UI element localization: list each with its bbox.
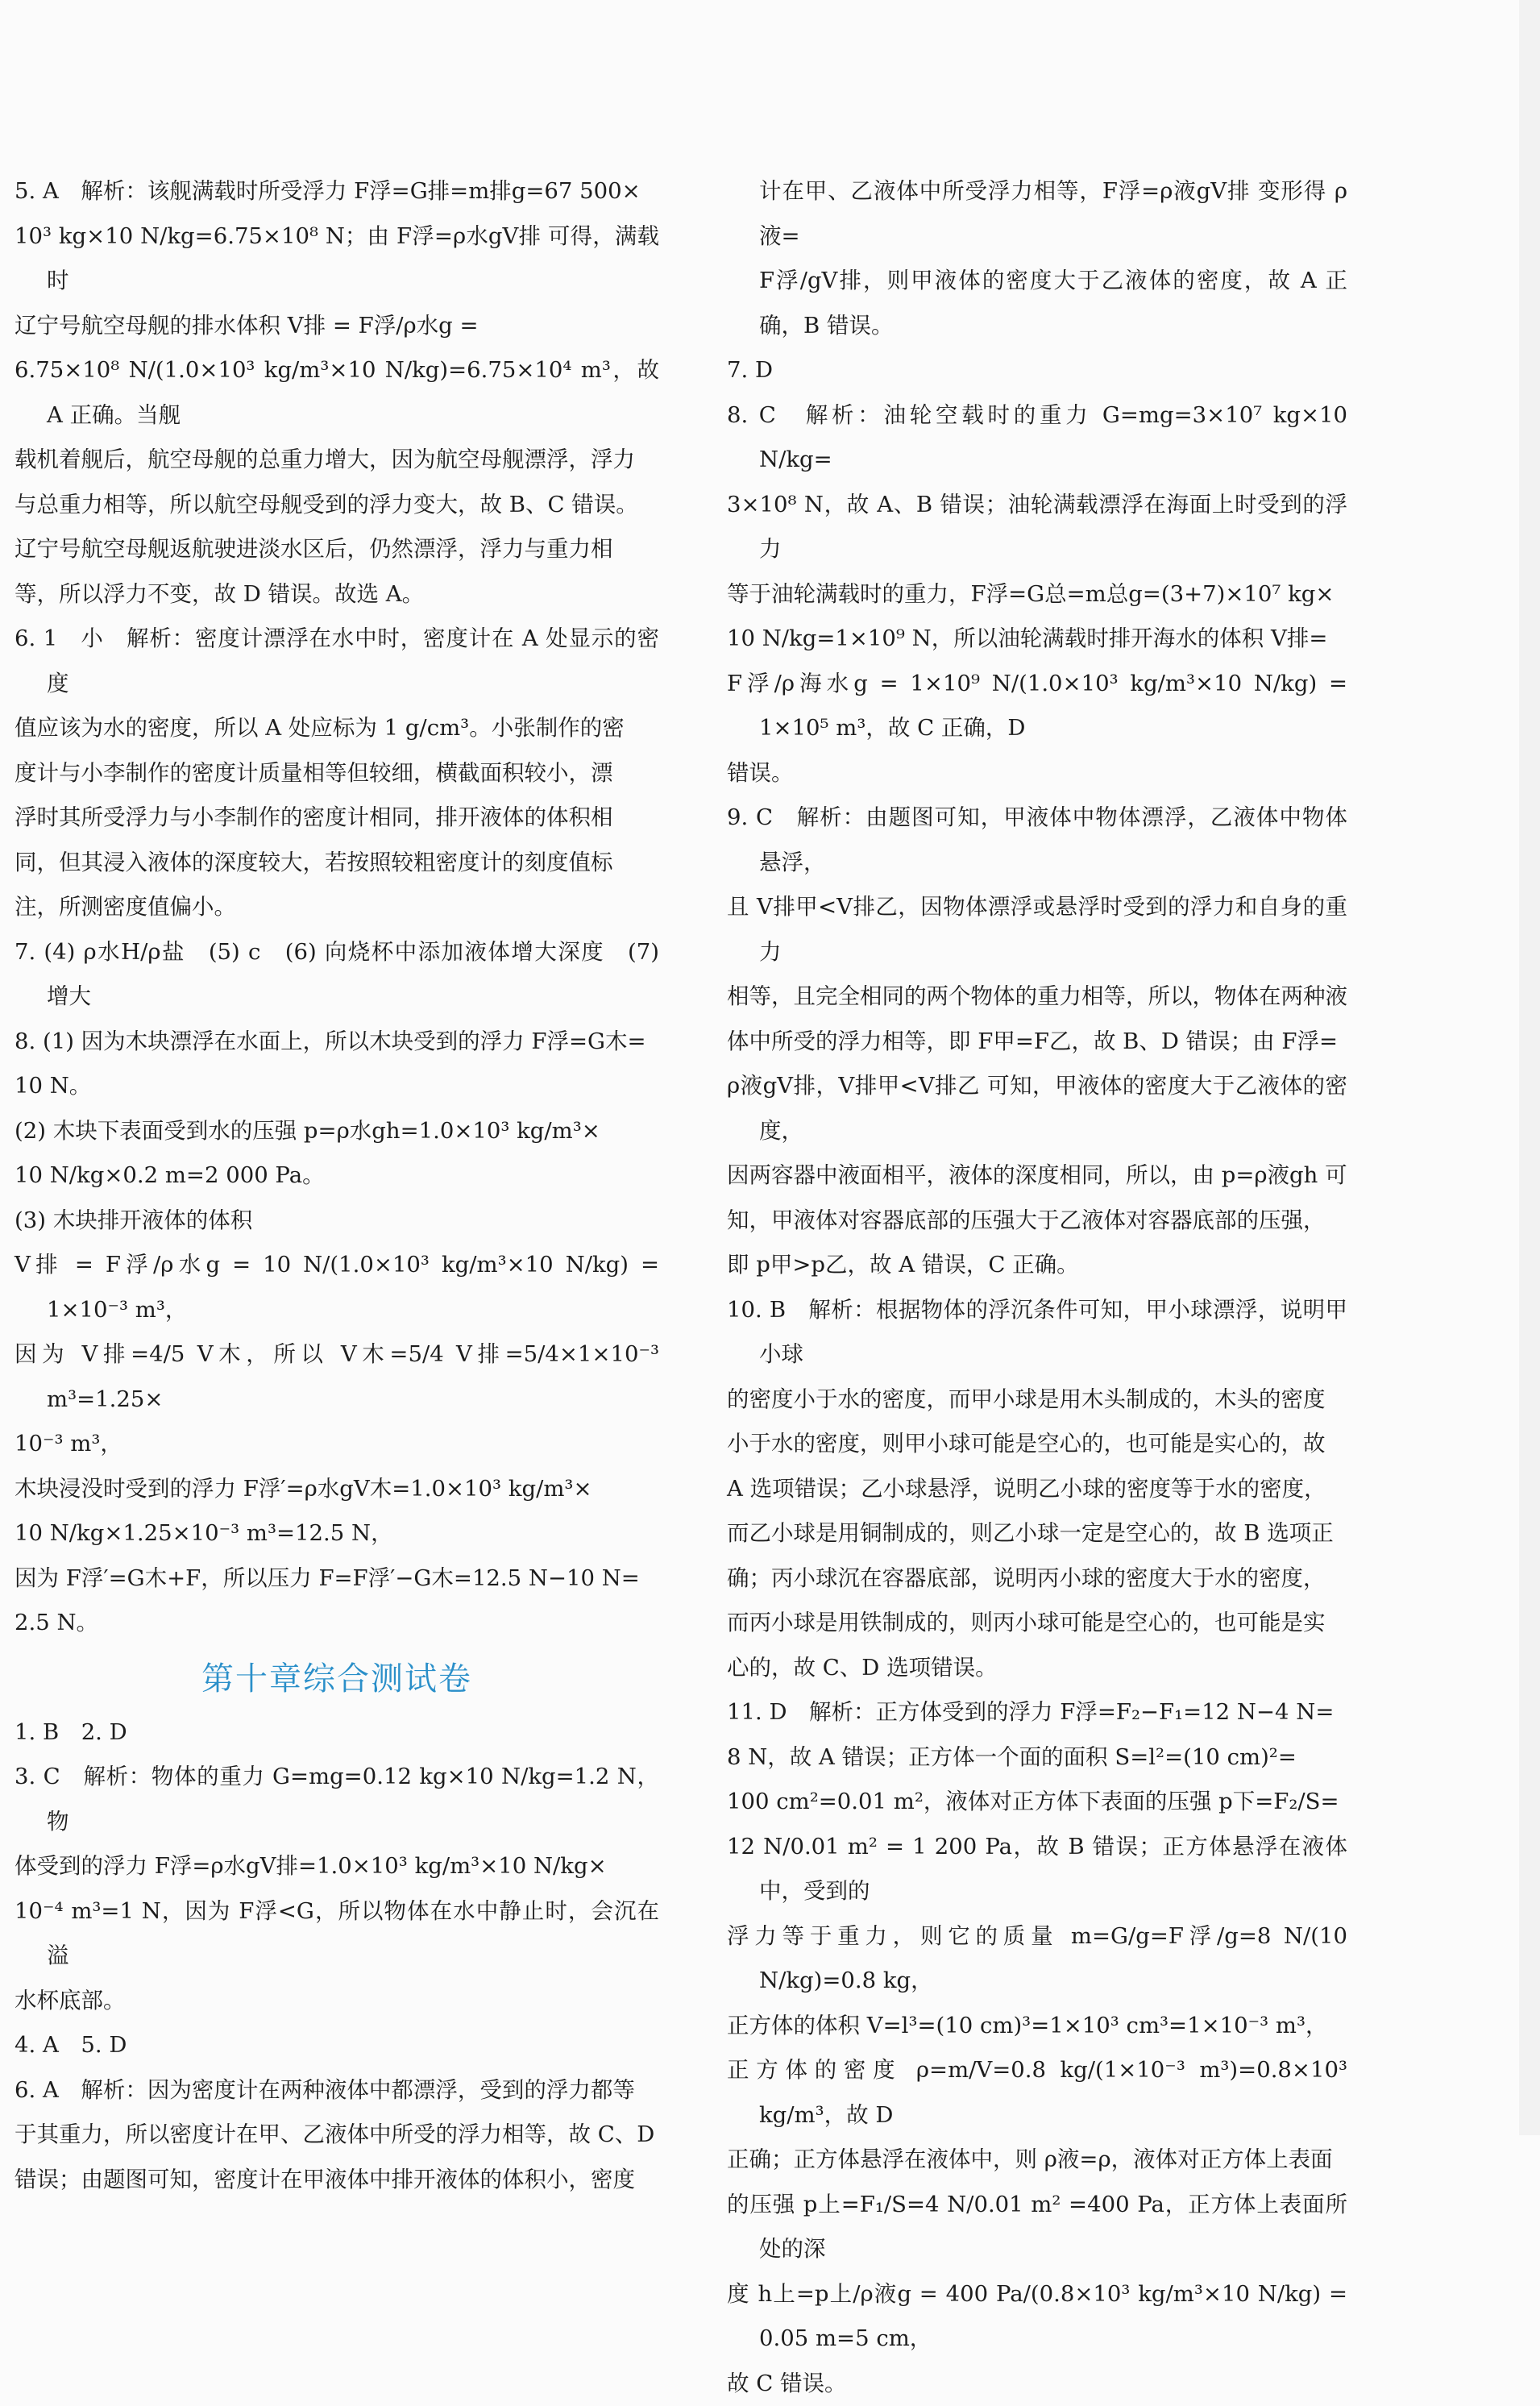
line: 6.75×10⁸ N/(1.0×10³ kg/m³×10 N/kg)=6.75×10⁴ m³，故 A 正确。当舰 <box>47 348 659 438</box>
line: 因两容器中液面相平，液体的深度相同，所以，由 p=ρ液gh 可 <box>759 1153 1347 1199</box>
line: 10 N/kg×1.25×10⁻³ m³=12.5 N， <box>47 1511 659 1556</box>
line: 相等，且完全相同的两个物体的重力相等，所以，物体在两种液 <box>759 974 1347 1020</box>
line: 2.5 N。 <box>47 1601 659 1646</box>
line: 辽宁号航空母舰返航驶进淡水区后，仍然漂浮，浮力与重力相 <box>47 527 659 572</box>
line: 8 N，故 A 错误；正方体一个面的面积 S=l²=(10 cm)²= <box>759 1735 1347 1781</box>
line: 正方体的体积 V=l³=(10 cm)³=1×10³ cm³=1×10⁻³ m³， <box>759 2004 1347 2049</box>
line: 因为 V排=4/5 V木，所以 V木=5/4 V排=5/4×1×10⁻³ m³=1.25× <box>47 1332 659 1422</box>
line: V排 = F浮/ρ水g = 10 N/(1.0×10³ kg/m³×10 N/kg) = 1×10⁻³ m³， <box>47 1243 659 1332</box>
line: 3. C 解析：物体的重力 G=mg=0.12 kg×10 N/kg=1.2 N，物 <box>47 1755 659 1844</box>
line: 心的，故 C、D 选项错误。 <box>759 1646 1347 1691</box>
line: 即 p甲>p乙，故 A 错误，C 正确。 <box>759 1243 1347 1288</box>
line: 9. C 解析：由题图可知，甲液体中物体漂浮，乙液体中物体悬浮， <box>759 796 1347 885</box>
line: 10⁻⁴ m³=1 N，因为 F浮<G，所以物体在水中静止时，会沉在溢 <box>47 1889 659 1979</box>
line: 度 h上=p上/ρ液g = 400 Pa/(0.8×10³ kg/m³×10 N/kg) = 0.05 m=5 cm， <box>759 2272 1347 2362</box>
line: 且 V排甲<V排乙，因物体漂浮或悬浮时受到的浮力和自身的重力 <box>759 885 1347 974</box>
line: 注，所测密度值偏小。 <box>47 885 659 930</box>
line: 10 N。 <box>47 1064 659 1109</box>
line: 计在甲、乙液体中所受浮力相等，F浮=ρ液gV排 变形得 ρ液= <box>759 169 1347 259</box>
line: 12 N/0.01 m² = 1 200 Pa，故 B 错误；正方体悬浮在液体中，受到的 <box>759 1825 1347 1914</box>
line: 小于水的密度，则甲小球可能是空心的，也可能是实心的，故 <box>759 1422 1347 1467</box>
line: 11. D 解析：正方体受到的浮力 F浮=F₂−F₁=12 N−4 N= <box>759 1690 1347 1735</box>
line: 3×10⁸ N，故 A、B 错误；油轮满载漂浮在海面上时受到的浮力 <box>759 483 1347 572</box>
line: 错误。 <box>759 751 1347 796</box>
line: 等于油轮满载时的重力，F浮=G总=m总g=(3+7)×10⁷ kg× <box>759 572 1347 617</box>
answer-3 <box>15 1755 659 2023</box>
answer-6 <box>15 617 659 930</box>
line: 体受到的浮力 F浮=ρ水gV排=1.0×10³ kg/m³×10 N/kg× <box>47 1844 659 1889</box>
answer-6b-continued <box>727 169 1347 348</box>
line: 5. A 解析：该舰满载时所受浮力 F浮=G排=m排g=67 500× <box>47 169 659 214</box>
answer-8 <box>15 1020 659 1646</box>
line: 于其重力，所以密度计在甲、乙液体中所受的浮力相等，故 C、D <box>47 2113 659 2158</box>
line: 浮时其所受浮力与小李制作的密度计相同，排开液体的体积相 <box>47 796 659 841</box>
line: (2) 木块下表面受到水的压强 p=ρ水gh=1.0×10³ kg/m³× <box>47 1109 659 1154</box>
line: 100 cm²=0.01 m²，液体对正方体下表面的压强 p下=F₂/S= <box>759 1780 1347 1825</box>
line: 水杯底部。 <box>47 1979 659 2024</box>
section-title: 第十章综合测试卷 <box>15 1651 659 1707</box>
right-column <box>727 169 1347 2406</box>
line: 同，但其浸入液体的深度较大，若按照较粗密度计的刻度值标 <box>47 841 659 886</box>
line: 6. A 解析：因为密度计在两种液体中都漂浮，受到的浮力都等 <box>47 2068 659 2113</box>
line: 正方体的密度 ρ=m/V=0.8 kg/(1×10⁻³ m³)=0.8×10³ kg/m³，故 D <box>759 2048 1347 2138</box>
line: 10. B 解析：根据物体的浮沉条件可知，甲小球漂浮，说明甲小球 <box>759 1288 1347 1378</box>
line: 的压强 p上=F₁/S=4 N/0.01 m² =400 Pa，正方体上表面所处的深 <box>759 2183 1347 2272</box>
line: 辽宁号航空母舰的排水体积 V排 = F浮/ρ水g = <box>47 304 659 349</box>
answer-9 <box>727 796 1347 1288</box>
answer-8r <box>727 393 1347 796</box>
line: 正确；正方体悬浮在液体中，则 ρ液=ρ，液体对正方体上表面 <box>759 2138 1347 2183</box>
line: 与总重力相等，所以航空母舰受到的浮力变大，故 B、C 错误。 <box>47 483 659 528</box>
line: 因为 F浮′=G木+F，所以压力 F=F浮′−G木=12.5 N−10 N= <box>47 1556 659 1602</box>
line: F浮/ρ海水g = 1×10⁹ N/(1.0×10³ kg/m³×10 N/kg) = 1×10⁵ m³，故 C 正确，D <box>759 662 1347 751</box>
line: 等，所以浮力不变，故 D 错误。故选 A。 <box>47 572 659 617</box>
answer-7: 7. (4) ρ水H/ρ盐 (5) c (6) 向烧杯中添加液体增大深度 (7) 增大 <box>15 930 659 1020</box>
line: 值应该为水的密度，所以 A 处应标为 1 g/cm³。小张制作的密 <box>47 706 659 751</box>
answer-4-5: 4. A 5. D <box>15 2023 659 2068</box>
line: 而乙小球是用铜制成的，则乙小球一定是空心的，故 B 选项正 <box>759 1511 1347 1556</box>
line: 浮力等于重力，则它的质量 m=G/g=F浮/g=8 N/(10 N/kg)=0.8 kg， <box>759 1914 1347 2004</box>
line: A 选项错误；乙小球悬浮，说明乙小球的密度等于水的密度， <box>759 1467 1347 1512</box>
line: 体中所受的浮力相等，即 F甲=F乙，故 B、D 错误；由 F浮= <box>759 1020 1347 1065</box>
line: 8. (1) 因为木块漂浮在水面上，所以木块受到的浮力 F浮=G木= <box>47 1020 659 1065</box>
line: 错误；由题图可知，密度计在甲液体中排开液体的体积小，密度 <box>47 2158 659 2203</box>
answer-1-2: 1. B 2. D <box>15 1710 659 1756</box>
left-column <box>15 169 659 2202</box>
line: 确；丙小球沉在容器底部，说明丙小球的密度大于水的密度， <box>759 1556 1347 1602</box>
line: 载机着舰后，航空母舰的总重力增大，因为航空母舰漂浮，浮力 <box>47 438 659 483</box>
line: 故 C 错误。 <box>759 2362 1347 2406</box>
page-edge-shadow <box>1519 0 1540 2135</box>
line: 10³ kg×10 N/kg=6.75×10⁸ N；由 F浮=ρ水gV排 可得，满载时 <box>47 214 659 304</box>
line: 10 N/kg=1×10⁹ N，所以油轮满载时排开海水的体积 V排= <box>759 617 1347 662</box>
line: 而丙小球是用铁制成的，则丙小球可能是空心的，也可能是实 <box>759 1601 1347 1646</box>
answer-5 <box>15 169 659 617</box>
line: F浮/gV排，则甲液体的密度大于乙液体的密度，故 A 正确，B 错误。 <box>759 259 1347 348</box>
line: 6. 1 小 解析：密度计漂浮在水中时，密度计在 A 处显示的密度 <box>47 617 659 706</box>
line: 度计与小李制作的密度计质量相等但较细，横截面积较小，漂 <box>47 751 659 796</box>
answer-7r: 7. D <box>727 348 1347 393</box>
line: (3) 木块排开液体的体积 <box>47 1199 659 1244</box>
answer-10 <box>727 1288 1347 1691</box>
line: 的密度小于水的密度，而甲小球是用木头制成的，木头的密度 <box>759 1378 1347 1423</box>
line: 木块浸没时受到的浮力 F浮′=ρ水gV木=1.0×10³ kg/m³× <box>47 1467 659 1512</box>
line: 8. C 解析：油轮空载时的重力 G=mg=3×10⁷ kg×10 N/kg= <box>759 393 1347 483</box>
line: ρ液gV排，V排甲<V排乙 可知，甲液体的密度大于乙液体的密度， <box>759 1064 1347 1153</box>
line: 10 N/kg×0.2 m=2 000 Pa。 <box>47 1153 659 1199</box>
line: 知，甲液体对容器底部的压强大于乙液体对容器底部的压强， <box>759 1199 1347 1244</box>
answer-11 <box>727 1690 1347 2406</box>
line: 10⁻³ m³， <box>47 1422 659 1467</box>
